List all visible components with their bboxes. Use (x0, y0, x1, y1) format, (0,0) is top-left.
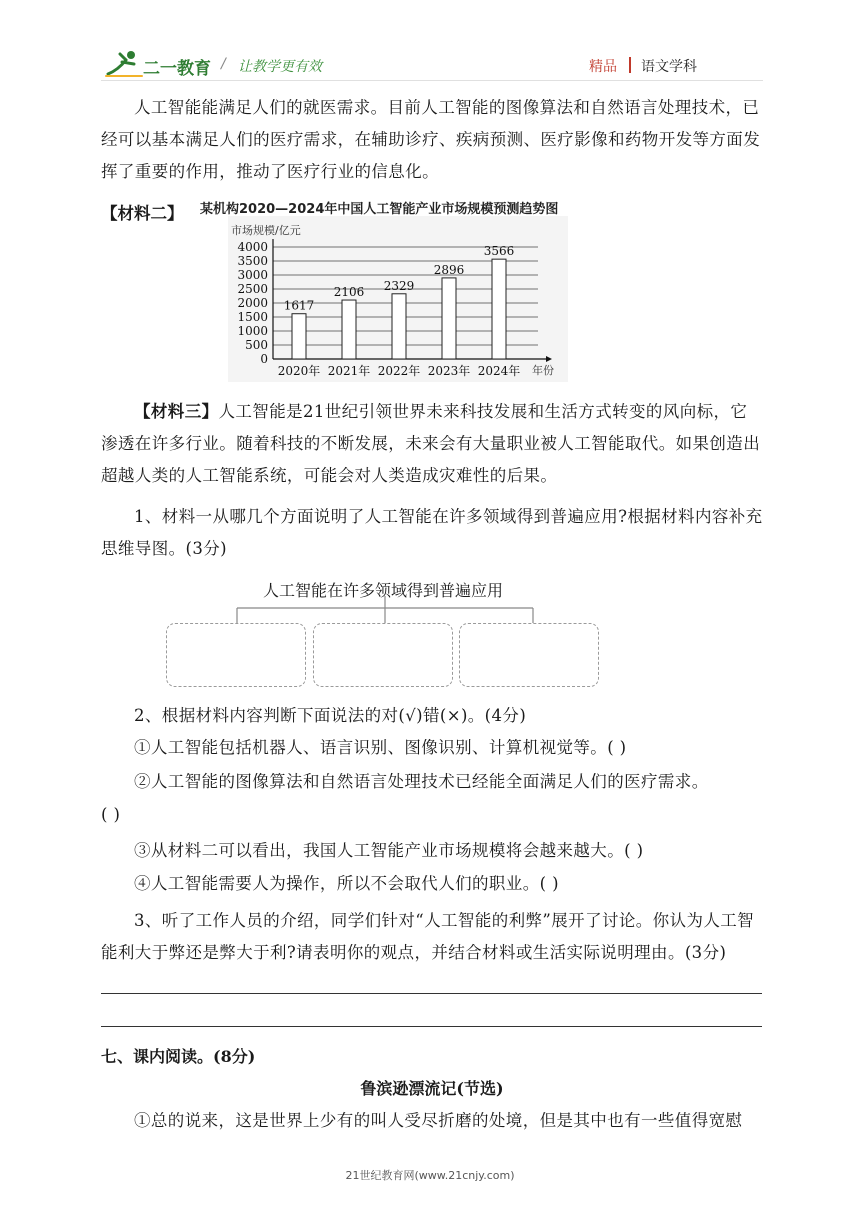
chart-data-label: 2329 (383, 278, 415, 293)
question-3: 3、听了工作人员的介绍，同学们针对“人工智能的利弊”展开了讨论。你认为人工智能利大于弊还是弊大于利?请表明你的观点，并结合材料或生活实际说明理由。(3分) (101, 911, 755, 962)
logo-text: 二一教育 (143, 59, 211, 79)
answer-line-1[interactable] (101, 993, 762, 994)
chart-ytick-label: 2500 (237, 282, 268, 296)
judgment-item-1: ①人工智能包括机器人、语言识别、图像识别、计算机视觉等。( ) (134, 738, 627, 757)
chart-bar (292, 314, 306, 359)
chart-ytick-label: 3000 (237, 268, 268, 282)
chart-category-label: 2024年 (477, 364, 521, 378)
mindmap-connectors (160, 596, 610, 626)
material3-paragraph (101, 396, 763, 492)
header-slogan: 让教学更有效 (238, 59, 322, 75)
chart-data-label: 3566 (483, 244, 515, 259)
question-2: 2、根据材料内容判断下面说法的对(√)错(×)。(4分) (134, 706, 527, 725)
chart-ytick-label: 1000 (237, 324, 268, 338)
chart-data-label: 1617 (283, 298, 315, 313)
chart-ytick-label: 2000 (237, 296, 268, 310)
header (0, 0, 860, 90)
chart-bar (342, 300, 356, 359)
market-size-chart (198, 196, 598, 382)
logo-runner-icon (104, 48, 144, 78)
chart-category-label: 2022年 (377, 364, 421, 378)
judgment-item-4: ④人工智能需要人为操作，所以不会取代人们的职业。( ) (134, 874, 559, 893)
question-1: 1、材料一从哪几个方面说明了人工智能在许多领域得到普遍应用?根据材料内容补充思维导图。(3分) (101, 507, 763, 558)
chart-data-label: 2896 (433, 262, 465, 277)
answer-line-2[interactable] (101, 1026, 762, 1027)
chart-data-label: 2106 (333, 285, 365, 300)
judgment-item-3: ③从材料二可以看出，我国人工智能产业市场规模将会越来越大。( ) (134, 841, 644, 860)
section-7-heading: 七、课内阅读。(8分) (101, 1047, 256, 1066)
passage-paragraph-1: ①总的说来，这是世界上少有的叫人受尽折磨的处境，但是其中也有一些值得宽慰 (134, 1111, 743, 1130)
mindmap-answer-box-2[interactable] (313, 623, 453, 687)
chart-category-label: 2023年 (427, 364, 471, 378)
mindmap-root: 人工智能在许多领域得到普遍应用 (262, 581, 503, 600)
chart-ytick-label: 4000 (237, 240, 268, 254)
material3-text: 人工智能是21世纪引领世界未来科技发展和生活方式转变的风向标，它渗透在许多行业。随着科技的不断发展，未来会有大量职业被人工智能取代。如果创造出超越人类的人工智能系统，可能会对人类造成灾难性的后果。 (101, 402, 761, 485)
chart-category-label: 2020年 (277, 364, 321, 378)
passage-title: 鲁滨逊漂流记(节选) (360, 1079, 504, 1098)
mindmap-answer-box-1[interactable] (166, 623, 306, 687)
material3-label: 【材料三】 (134, 402, 219, 421)
chart-ytick-label: 3500 (237, 254, 268, 268)
header-badge: 精品 (589, 59, 617, 75)
divider-slash: / (221, 56, 226, 72)
chart-bar (492, 259, 506, 359)
chart-bar (392, 294, 406, 359)
chart-ylabel: 市场规模/亿元 (231, 224, 301, 237)
chart-bar (442, 278, 456, 359)
judgment-item-2: ②人工智能的图像算法和自然语言处理技术已经能全面满足人们的医疗需求。 (134, 772, 709, 791)
header-divider (629, 57, 631, 73)
page-footer: 21世纪教育网(www.21cnjy.com) (345, 1169, 515, 1182)
material2-label: 【材料二】 (101, 204, 184, 223)
chart-category-label: 2021年 (327, 364, 371, 378)
chart-ytick-label: 0 (260, 352, 268, 366)
chart-title: 某机构2020—2024年中国人工智能产业市场规模预测趋势图 (200, 202, 559, 217)
judgment-item-2-blank[interactable]: ( ) (101, 805, 121, 824)
chart-xlabel: 年份 (532, 364, 554, 377)
chart-ytick-label: 1500 (237, 310, 268, 324)
mindmap-answer-box-3[interactable] (459, 623, 599, 687)
header-rule (101, 80, 763, 81)
chart-ytick-label: 500 (245, 338, 268, 352)
material1-paragraph: 人工智能能满足人们的就医需求。目前人工智能的图像算法和自然语言处理技术，已经可以基本满足人们的医疗需求，在辅助诊疗、疾病预测、医疗影像和药物开发等方面发挥了重要的作用，推动了医疗行业的信息化。 (101, 98, 761, 181)
header-subject: 语文学科 (641, 59, 697, 75)
